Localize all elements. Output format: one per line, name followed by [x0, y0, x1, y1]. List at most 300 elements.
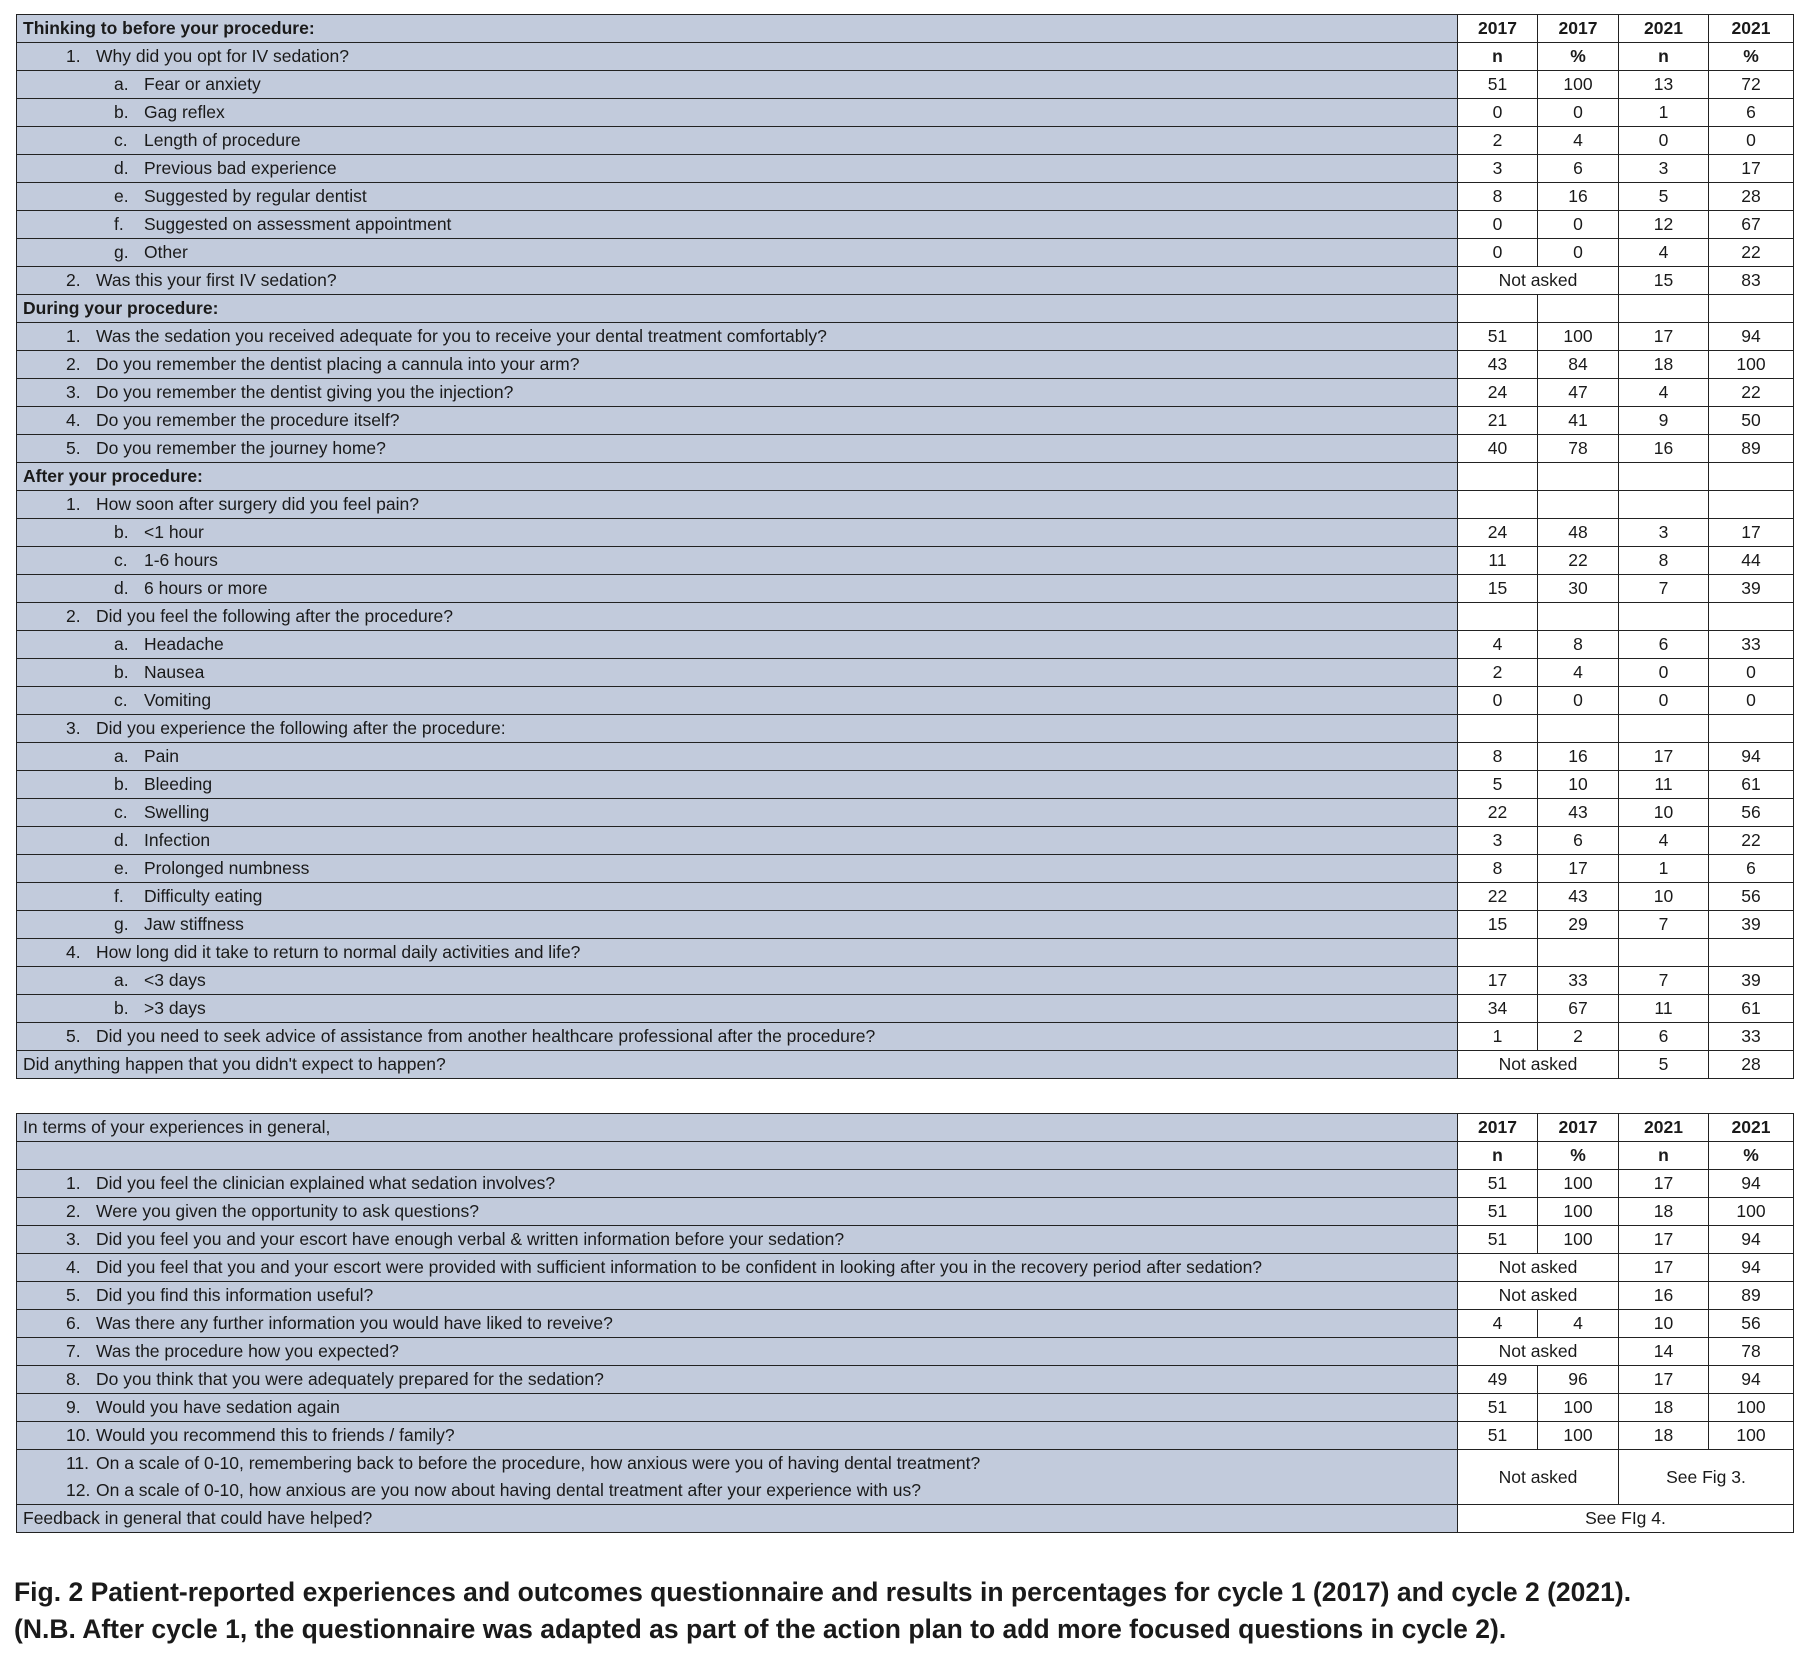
question-text: Previous bad experience: [144, 158, 337, 178]
table-row: [17, 1394, 1794, 1422]
question-text: Did you need to seek advice of assistance from another healthcare professional after the procedure?: [96, 1026, 876, 1046]
question-label: [17, 1394, 1458, 1422]
question-label: [17, 71, 1458, 99]
count-cell: 5: [1458, 771, 1538, 799]
item-marker: 1.: [66, 1173, 81, 1193]
item-marker: 9.: [66, 1397, 81, 1417]
question-label: [66, 1477, 1451, 1504]
percent-cell: 94: [1709, 323, 1794, 351]
table-row: [17, 71, 1794, 99]
section-title: Thinking to before your procedure:: [17, 15, 1458, 43]
question-text: Do you remember the procedure itself?: [96, 410, 400, 430]
count-cell: 17: [1619, 743, 1709, 771]
percent-cell: 10: [1538, 771, 1619, 799]
table-row: [17, 183, 1794, 211]
empty-cell: [1619, 295, 1709, 323]
item-marker: 8.: [66, 1369, 81, 1389]
percent-cell: 22: [1709, 239, 1794, 267]
item-marker: 5.: [66, 1285, 81, 1305]
count-cell: 7: [1619, 967, 1709, 995]
question-text: Suggested on assessment appointment: [144, 214, 452, 234]
question-text: Vomiting: [144, 690, 212, 710]
count-cell: 13: [1619, 71, 1709, 99]
question-text: Would you recommend this to friends / family?: [96, 1425, 455, 1445]
table-row: [17, 1338, 1794, 1366]
count-cell: 0: [1458, 211, 1538, 239]
question-label: [17, 547, 1458, 575]
see-figure-cell: See Fig 3.: [1619, 1450, 1794, 1505]
count-cell: 8: [1619, 547, 1709, 575]
empty-cell: [1619, 939, 1709, 967]
percent-cell: 17: [1709, 519, 1794, 547]
question-text: Gag reflex: [144, 102, 225, 122]
percent-cell: 16: [1538, 743, 1619, 771]
count-cell: 0: [1619, 659, 1709, 687]
percent-cell: 28: [1709, 183, 1794, 211]
count-cell: 8: [1458, 743, 1538, 771]
percent-cell: 100: [1538, 1226, 1619, 1254]
question-label: [17, 743, 1458, 771]
question-label: [17, 379, 1458, 407]
item-marker: 10.: [66, 1425, 91, 1445]
count-cell: 17: [1619, 323, 1709, 351]
percent-cell: 17: [1538, 855, 1619, 883]
empty-cell: [1458, 939, 1538, 967]
table-row: [17, 1051, 1794, 1079]
question-text: Did you feel you and your escort have enough verbal & written information before your sedation?: [96, 1229, 845, 1249]
question-text: Do you think that you were adequately prepared for the sedation?: [96, 1369, 604, 1389]
percent-cell: 94: [1709, 1254, 1794, 1282]
question-text: Were you given the opportunity to ask questions?: [96, 1201, 479, 1221]
empty-cell: [1619, 715, 1709, 743]
section-title: After your procedure:: [17, 463, 1458, 491]
count-cell: 1: [1458, 1023, 1538, 1051]
table-row: [17, 771, 1794, 799]
count-cell: 11: [1458, 547, 1538, 575]
percent-cell: 94: [1709, 1226, 1794, 1254]
percent-cell: 6: [1538, 155, 1619, 183]
table-row: [17, 967, 1794, 995]
question-label: [17, 687, 1458, 715]
percent-cell: 39: [1709, 967, 1794, 995]
item-marker: 12.: [66, 1480, 91, 1500]
question-label: [17, 1422, 1458, 1450]
empty-cell: [1709, 463, 1794, 491]
item-marker: 5.: [66, 1026, 81, 1046]
percent-cell: 33: [1709, 1023, 1794, 1051]
empty-cell: [1538, 715, 1619, 743]
percent-cell: 67: [1538, 995, 1619, 1023]
table-body: [17, 1114, 1794, 1533]
empty-cell: [1538, 295, 1619, 323]
empty-cell: [1458, 295, 1538, 323]
item-marker: 4.: [66, 942, 81, 962]
percent-cell: 22: [1709, 827, 1794, 855]
column-header-year: 2017: [1458, 15, 1538, 43]
question-label: [17, 435, 1458, 463]
table-row: [17, 323, 1794, 351]
question-label: [17, 1310, 1458, 1338]
item-marker: 2.: [66, 270, 81, 290]
percent-cell: 22: [1538, 547, 1619, 575]
empty-cell: [1619, 463, 1709, 491]
item-marker: 5.: [66, 438, 81, 458]
question-text: Was this your first IV sedation?: [96, 270, 337, 290]
item-marker: d.: [114, 158, 129, 178]
question-label: [17, 211, 1458, 239]
percent-cell: 56: [1709, 799, 1794, 827]
item-marker: 1.: [66, 326, 81, 346]
percent-cell: 29: [1538, 911, 1619, 939]
question-label: [17, 1170, 1458, 1198]
percent-cell: 100: [1709, 1198, 1794, 1226]
table-row: [17, 99, 1794, 127]
question-label: [17, 883, 1458, 911]
question-label: [17, 771, 1458, 799]
count-cell: 0: [1458, 239, 1538, 267]
table-row: [17, 379, 1794, 407]
percent-cell: 56: [1709, 1310, 1794, 1338]
count-cell: 51: [1458, 323, 1538, 351]
count-cell: 10: [1619, 1310, 1709, 1338]
table-row: [17, 939, 1794, 967]
count-cell: 6: [1619, 631, 1709, 659]
question-text: Do you remember the dentist giving you the injection?: [96, 382, 514, 402]
count-cell: 15: [1458, 575, 1538, 603]
count-cell: 22: [1458, 799, 1538, 827]
item-marker: 2.: [66, 606, 81, 626]
table-row: [17, 1170, 1794, 1198]
percent-cell: 43: [1538, 799, 1619, 827]
table-row: [17, 239, 1794, 267]
column-header-percent: %: [1709, 1142, 1794, 1170]
question-label-pair: [17, 1450, 1458, 1505]
percent-cell: 48: [1538, 519, 1619, 547]
table-row: [17, 995, 1794, 1023]
question-text: How soon after surgery did you feel pain?: [96, 494, 419, 514]
question-label: [17, 407, 1458, 435]
table-row: [17, 883, 1794, 911]
count-cell: 16: [1619, 435, 1709, 463]
table-row: [17, 1023, 1794, 1051]
percent-cell: 44: [1709, 547, 1794, 575]
question-text: Was the procedure how you expected?: [96, 1341, 399, 1361]
empty-cell: [1709, 939, 1794, 967]
question-label: [17, 1505, 1458, 1533]
item-marker: b.: [114, 102, 129, 122]
question-label: [17, 1282, 1458, 1310]
table-row: [17, 1142, 1794, 1170]
question-text: Did you feel that you and your escort were provided with sufficient information to be confident in looking after you in the recovery period after sedation?: [96, 1257, 1263, 1277]
question-text: Do you remember the dentist placing a cannula into your arm?: [96, 354, 580, 374]
question-label: [17, 351, 1458, 379]
count-cell: 4: [1619, 827, 1709, 855]
not-asked-cell: Not asked: [1458, 1282, 1619, 1310]
count-cell: 7: [1619, 911, 1709, 939]
empty-cell: [1709, 491, 1794, 519]
percent-cell: 94: [1709, 1366, 1794, 1394]
count-cell: 17: [1619, 1226, 1709, 1254]
question-label: [17, 99, 1458, 127]
table-row: [17, 519, 1794, 547]
table-row: [17, 43, 1794, 71]
count-cell: 10: [1619, 799, 1709, 827]
empty-cell: [1458, 603, 1538, 631]
count-cell: 9: [1619, 407, 1709, 435]
count-cell: 0: [1619, 687, 1709, 715]
question-label: [17, 575, 1458, 603]
table-body: [17, 15, 1794, 1079]
caption-line: Fig. 2 Patient-reported experiences and outcomes questionnaire and results in percentages for cycle 1 (2017) and cycle 2 (2021).: [14, 1577, 1632, 1607]
percent-cell: 96: [1538, 1366, 1619, 1394]
table-row: [17, 827, 1794, 855]
not-asked-cell: Not asked: [1458, 267, 1619, 295]
table-row: [17, 1450, 1794, 1505]
percent-cell: 50: [1709, 407, 1794, 435]
figure-caption: [14, 1574, 1799, 1648]
empty-cell: [1709, 715, 1794, 743]
question-text: Jaw stiffness: [144, 914, 244, 934]
question-label: [17, 1198, 1458, 1226]
column-header-count: n: [1619, 1142, 1709, 1170]
count-cell: 17: [1458, 967, 1538, 995]
count-cell: 7: [1619, 575, 1709, 603]
column-header-percent: %: [1538, 43, 1619, 71]
table-row: [17, 855, 1794, 883]
count-cell: 0: [1458, 687, 1538, 715]
column-header-year: 2021: [1709, 15, 1794, 43]
percent-cell: 100: [1538, 323, 1619, 351]
item-marker: g.: [114, 914, 129, 934]
percent-cell: 39: [1709, 575, 1794, 603]
question-text: >3 days: [144, 998, 206, 1018]
item-marker: d.: [114, 830, 129, 850]
count-cell: 8: [1458, 183, 1538, 211]
question-text: Feedback in general that could have helped?: [23, 1508, 373, 1528]
item-marker: 1.: [66, 494, 81, 514]
question-label: [17, 267, 1458, 295]
percent-cell: 0: [1538, 211, 1619, 239]
percent-cell: 6: [1709, 855, 1794, 883]
item-marker: 3.: [66, 718, 81, 738]
question-label: [66, 1450, 1451, 1477]
question-text: On a scale of 0-10, how anxious are you now about having dental treatment after your experience with us?: [96, 1480, 921, 1500]
question-text: 6 hours or more: [144, 578, 268, 598]
percent-cell: 30: [1538, 575, 1619, 603]
table-row: [17, 1422, 1794, 1450]
percent-cell: 61: [1709, 771, 1794, 799]
table-row: [17, 631, 1794, 659]
item-marker: 3.: [66, 1229, 81, 1249]
count-cell: 51: [1458, 1170, 1538, 1198]
item-marker: c.: [114, 550, 128, 570]
empty-cell: [1619, 491, 1709, 519]
percent-cell: 0: [1709, 659, 1794, 687]
count-cell: 51: [1458, 1394, 1538, 1422]
question-text: Length of procedure: [144, 130, 301, 150]
count-cell: 5: [1619, 183, 1709, 211]
item-marker: b.: [114, 522, 129, 542]
percent-cell: 33: [1538, 967, 1619, 995]
question-label: [17, 1366, 1458, 1394]
percent-cell: 17: [1709, 155, 1794, 183]
count-cell: 0: [1619, 127, 1709, 155]
count-cell: 24: [1458, 519, 1538, 547]
question-text: Swelling: [144, 802, 210, 822]
percent-cell: 78: [1709, 1338, 1794, 1366]
table-row: [17, 351, 1794, 379]
count-cell: 15: [1458, 911, 1538, 939]
questionnaire-table-general: [16, 1113, 1794, 1533]
question-label: [17, 715, 1458, 743]
count-cell: 2: [1458, 659, 1538, 687]
count-cell: 3: [1458, 827, 1538, 855]
question-text: Did you find this information useful?: [96, 1285, 374, 1305]
item-marker: f.: [114, 214, 124, 234]
question-label: [17, 155, 1458, 183]
question-label: 1. Why did you opt for IV sedation?: [17, 43, 1458, 71]
empty-cell: [1458, 715, 1538, 743]
count-cell: 10: [1619, 883, 1709, 911]
table-row: [17, 1505, 1794, 1533]
count-cell: 49: [1458, 1366, 1538, 1394]
empty-cell: [1538, 463, 1619, 491]
percent-cell: 0: [1709, 687, 1794, 715]
count-cell: 15: [1619, 267, 1709, 295]
question-label: [17, 603, 1458, 631]
count-cell: 14: [1619, 1338, 1709, 1366]
column-header-year: 2017: [1458, 1114, 1538, 1142]
count-cell: 34: [1458, 995, 1538, 1023]
count-cell: 17: [1619, 1170, 1709, 1198]
percent-cell: 56: [1709, 883, 1794, 911]
percent-cell: 100: [1538, 1422, 1619, 1450]
count-cell: 4: [1619, 239, 1709, 267]
not-asked-cell: Not asked: [1458, 1450, 1619, 1505]
question-text: Would you have sedation again: [96, 1397, 340, 1417]
percent-cell: 47: [1538, 379, 1619, 407]
question-text: Fear or anxiety: [144, 74, 261, 94]
question-text: Was there any further information you would have liked to reveive?: [96, 1313, 613, 1333]
question-label: [17, 827, 1458, 855]
table-row: [17, 155, 1794, 183]
question-text: Nausea: [144, 662, 205, 682]
section-title: During your procedure:: [17, 295, 1458, 323]
percent-cell: 28: [1709, 1051, 1794, 1079]
item-marker: b.: [114, 662, 129, 682]
question-text: On a scale of 0-10, remembering back to before the procedure, how anxious were you of having dental treatment?: [96, 1453, 981, 1473]
question-text: Other: [144, 242, 188, 262]
count-cell: 17: [1619, 1366, 1709, 1394]
percent-cell: 0: [1709, 127, 1794, 155]
column-header-count: n: [1458, 1142, 1538, 1170]
table-row: [17, 1198, 1794, 1226]
question-label: [17, 183, 1458, 211]
count-cell: 18: [1619, 1394, 1709, 1422]
caption-line: (N.B. After cycle 1, the questionnaire was adapted as part of the action plan to add more focused questions in cycle 2).: [14, 1614, 1507, 1644]
section-row: [17, 463, 1794, 491]
question-text: Infection: [144, 830, 211, 850]
question-label: [17, 491, 1458, 519]
count-cell: 4: [1458, 1310, 1538, 1338]
question-label: [17, 519, 1458, 547]
column-header-year: 2021: [1619, 1114, 1709, 1142]
item-marker: e.: [114, 186, 129, 206]
item-marker: 2.: [66, 354, 81, 374]
percent-cell: 67: [1709, 211, 1794, 239]
table-row: [17, 127, 1794, 155]
table-row: [17, 687, 1794, 715]
percent-cell: 4: [1538, 1310, 1619, 1338]
question-label: [17, 127, 1458, 155]
item-marker: 6.: [66, 1313, 81, 1333]
percent-cell: 0: [1538, 239, 1619, 267]
percent-cell: 84: [1538, 351, 1619, 379]
percent-cell: 100: [1709, 351, 1794, 379]
count-cell: 51: [1458, 1226, 1538, 1254]
question-text: Did you feel the following after the procedure?: [96, 606, 454, 626]
percent-cell: 94: [1709, 743, 1794, 771]
question-text: Suggested by regular dentist: [144, 186, 367, 206]
count-cell: 6: [1619, 1023, 1709, 1051]
question-text: Pain: [144, 746, 180, 766]
count-cell: 12: [1619, 211, 1709, 239]
column-header-year: 2021: [1709, 1114, 1794, 1142]
table-row: [17, 1226, 1794, 1254]
percent-cell: 94: [1709, 1170, 1794, 1198]
table-row: [17, 407, 1794, 435]
questionnaire-table-procedure: [16, 14, 1794, 1079]
count-cell: 18: [1619, 1198, 1709, 1226]
count-cell: 11: [1619, 771, 1709, 799]
count-cell: 24: [1458, 379, 1538, 407]
table-row: [17, 15, 1794, 43]
count-cell: 17: [1619, 1254, 1709, 1282]
percent-cell: 83: [1709, 267, 1794, 295]
not-asked-cell: Not asked: [1458, 1338, 1619, 1366]
table-row: [17, 267, 1794, 295]
percent-cell: 41: [1538, 407, 1619, 435]
question-label: [17, 1051, 1458, 1079]
count-cell: 18: [1619, 351, 1709, 379]
percent-cell: 89: [1709, 1282, 1794, 1310]
table-row: [17, 575, 1794, 603]
column-header-count: n: [1619, 43, 1709, 71]
count-cell: 2: [1458, 127, 1538, 155]
item-marker: a.: [114, 74, 129, 94]
question-label: [17, 659, 1458, 687]
empty-cell: [1458, 463, 1538, 491]
table-row: [17, 1254, 1794, 1282]
table-row: [17, 659, 1794, 687]
item-marker: 11.: [66, 1453, 90, 1473]
question-label: [17, 995, 1458, 1023]
empty-cell: [1538, 603, 1619, 631]
count-cell: 22: [1458, 883, 1538, 911]
question-text: 1-6 hours: [144, 550, 218, 570]
question-text: Did you experience the following after the procedure:: [96, 718, 506, 738]
percent-cell: 4: [1538, 127, 1619, 155]
table-row: [17, 211, 1794, 239]
question-label: [17, 1254, 1458, 1282]
item-marker: b.: [114, 774, 129, 794]
item-marker: b.: [114, 998, 129, 1018]
table-row: [17, 1366, 1794, 1394]
count-cell: 1: [1619, 99, 1709, 127]
percent-cell: 4: [1538, 659, 1619, 687]
item-marker: 4.: [66, 1257, 81, 1277]
count-cell: 5: [1619, 1051, 1709, 1079]
